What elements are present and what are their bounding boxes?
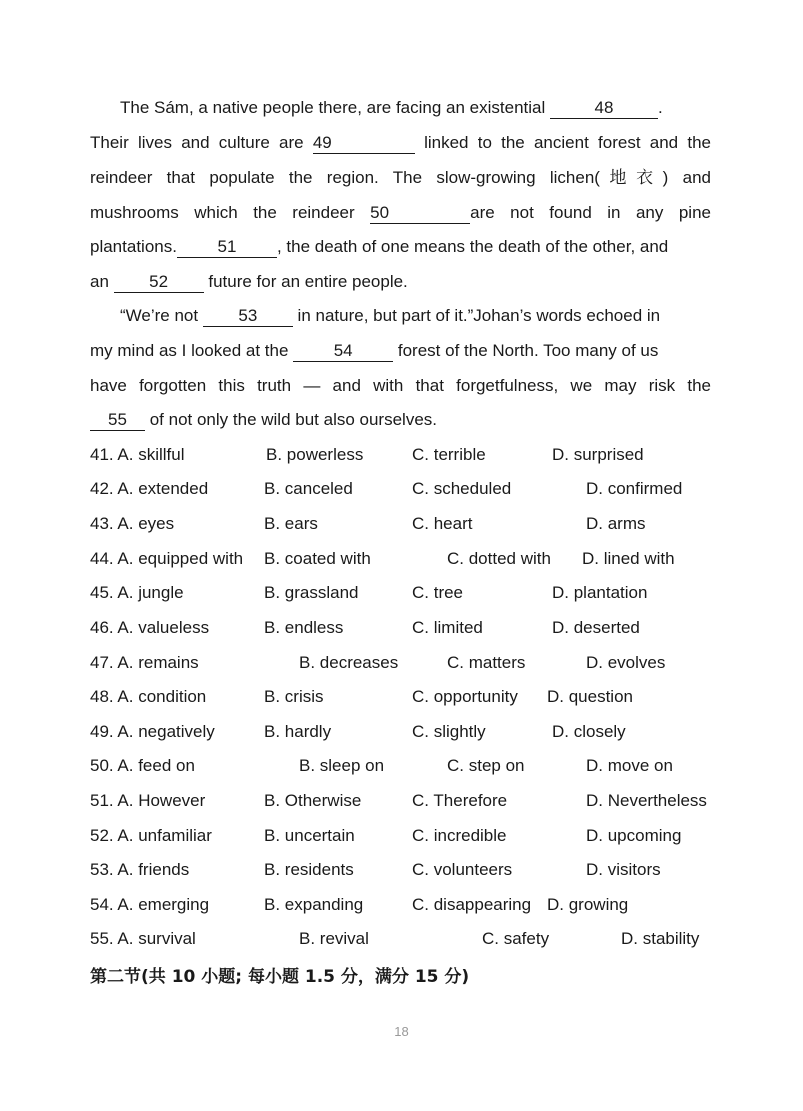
answer-blank: 52 xyxy=(114,272,204,293)
option-row xyxy=(90,478,730,500)
option-d: D. confirmed xyxy=(586,479,683,498)
option-d: D. surprised xyxy=(552,445,644,464)
option-d: D. plantation xyxy=(552,583,648,602)
option-row xyxy=(90,444,730,466)
option-c: C. limited xyxy=(412,618,483,637)
option-row xyxy=(90,721,730,743)
option-b: B. revival xyxy=(299,929,369,948)
option-d: D. move on xyxy=(586,756,673,775)
option-row xyxy=(90,686,730,708)
option-c: C. heart xyxy=(412,514,473,533)
option-b: B. hardly xyxy=(264,722,332,741)
passage-line: mushrooms which the reindeer 50 are not found in any pine xyxy=(90,203,711,222)
option-d: D. question xyxy=(547,687,633,706)
option-a: 43. A. eyes xyxy=(90,514,175,533)
option-row xyxy=(90,928,730,950)
option-c: C. opportunity xyxy=(412,687,518,706)
option-row xyxy=(90,790,730,812)
passage-line: my mind as I looked at the 54 forest of the North. Too many of us xyxy=(90,341,659,360)
option-b: B. Otherwise xyxy=(264,791,362,810)
option-c: C. safety xyxy=(482,929,550,948)
option-b: B. canceled xyxy=(264,479,353,498)
option-a: 46. A. valueless xyxy=(90,618,210,637)
option-row xyxy=(90,652,730,674)
option-row xyxy=(90,755,730,777)
option-b: B. grassland xyxy=(264,583,359,602)
answer-blank: 49 xyxy=(313,133,415,154)
option-d: D. lined with xyxy=(582,549,675,568)
option-a: 48. A. condition xyxy=(90,687,207,706)
passage-line: reindeer that populate the region. The slow-growing lichen(地衣) and xyxy=(90,168,711,187)
option-a: 55. A. survival xyxy=(90,929,196,948)
passage-line: an 52 future for an entire people. xyxy=(90,272,408,291)
answer-blank: 53 xyxy=(203,306,293,327)
passage-line: 55 of not only the wild but also ourselves. xyxy=(90,409,711,431)
section-heading: 第二节(共 10 小题; 每小题 1.5 分，满分 15 分) xyxy=(90,967,470,987)
option-b: B. crisis xyxy=(264,687,324,706)
option-c: C. tree xyxy=(412,583,464,602)
option-b: B. expanding xyxy=(264,895,364,914)
option-d: D. arms xyxy=(586,514,646,533)
option-d: D. deserted xyxy=(552,618,640,637)
option-c: C. step on xyxy=(447,756,525,775)
option-c: C. Therefore xyxy=(412,791,508,810)
answer-blank: 50 xyxy=(370,203,470,224)
option-b: B. coated with xyxy=(264,549,371,568)
option-d: D. upcoming xyxy=(586,826,682,845)
option-b: B. residents xyxy=(264,860,354,879)
option-b: B. endless xyxy=(264,618,344,637)
option-row xyxy=(90,582,730,604)
option-c: C. disappearing xyxy=(412,895,532,914)
option-c: C. dotted with xyxy=(447,549,551,568)
option-d: D. closely xyxy=(552,722,626,741)
option-a: 53. A. friends xyxy=(90,860,190,879)
option-a: 50. A. feed on xyxy=(90,756,195,775)
option-c: C. matters xyxy=(447,653,526,672)
option-c: C. volunteers xyxy=(412,860,513,879)
option-b: B. decreases xyxy=(299,653,399,672)
passage-line: The Sám, a native people there, are facing an existential 48 . xyxy=(120,98,663,117)
option-d: D. Nevertheless xyxy=(586,791,707,810)
option-c: C. terrible xyxy=(412,445,486,464)
answer-blank: 51 xyxy=(177,237,277,258)
option-row xyxy=(90,548,730,570)
option-c: C. slightly xyxy=(412,722,486,741)
option-c: C. incredible xyxy=(412,826,507,845)
option-b: B. uncertain xyxy=(264,826,355,845)
passage-line: Their lives and culture are 49 linked to the ancient forest and the xyxy=(90,133,711,152)
option-d: D. growing xyxy=(547,895,629,914)
option-a: 51. A. However xyxy=(90,791,206,810)
passage-line: “We’re not 53 in nature, but part of it.”Johan’s words echoed in xyxy=(120,306,661,325)
option-row xyxy=(90,859,730,881)
option-a: 49. A. negatively xyxy=(90,722,215,741)
option-a: 54. A. emerging xyxy=(90,895,210,914)
option-a: 44. A. equipped with xyxy=(90,549,244,568)
option-a: 41. A. skillful xyxy=(90,445,185,464)
option-row xyxy=(90,617,730,639)
option-a: 52. A. unfamiliar xyxy=(90,826,212,845)
option-a: 47. A. remains xyxy=(90,653,199,672)
option-d: D. stability xyxy=(621,929,700,948)
option-c: C. scheduled xyxy=(412,479,512,498)
option-row xyxy=(90,513,730,535)
option-b: B. sleep on xyxy=(299,756,385,775)
answer-blank: 48 xyxy=(550,98,658,119)
option-b: B. ears xyxy=(264,514,318,533)
option-b: B. powerless xyxy=(266,445,364,464)
page-number: 18 xyxy=(394,1024,409,1039)
option-d: D. evolves xyxy=(586,653,666,672)
option-a: 45. A. jungle xyxy=(90,583,184,602)
passage-line: plantations. 51 , the death of one means the death of the other, and xyxy=(90,237,669,256)
passage-line: have forgotten this truth — and with that forgetfulness, we may risk the xyxy=(90,376,711,395)
option-row xyxy=(90,894,730,916)
answer-blank: 54 xyxy=(293,341,393,362)
option-row xyxy=(90,825,730,847)
answer-blank: 55 xyxy=(90,410,145,431)
option-a: 42. A. extended xyxy=(90,479,209,498)
option-d: D. visitors xyxy=(586,860,661,879)
